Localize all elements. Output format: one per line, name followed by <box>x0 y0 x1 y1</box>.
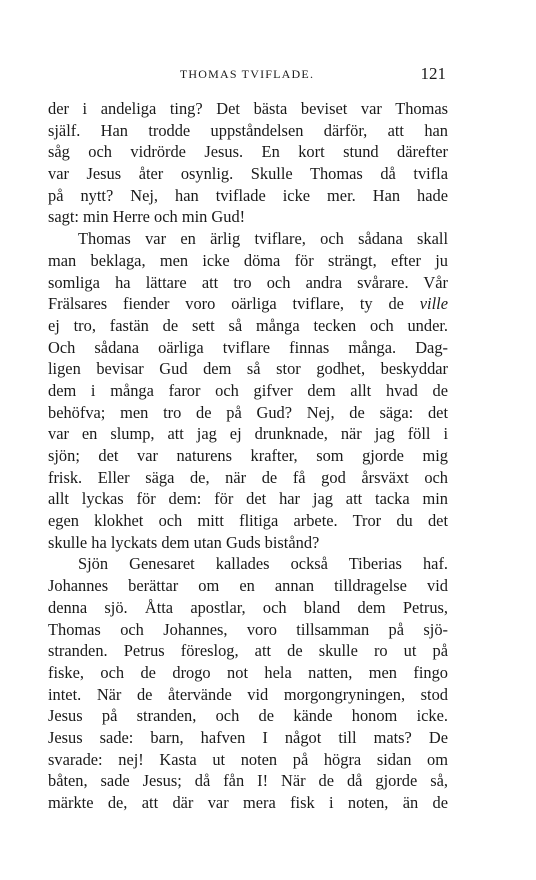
text-line-content: skulle ha lyckats dem utan Guds bistånd? <box>48 532 320 552</box>
text-line <box>48 141 448 163</box>
text-line <box>48 705 448 727</box>
text-line-content: Thomas var en ärlig tviflare, och sådana skall <box>78 229 448 249</box>
text-line <box>48 337 448 359</box>
text-line-content: själf. Han trodde uppståndelsen därför, att han <box>48 120 448 140</box>
text-line <box>48 749 448 771</box>
text-line <box>48 510 448 532</box>
text-line <box>48 380 448 402</box>
text-line <box>48 684 448 706</box>
text-line-content: svarade: nej! Kasta ut noten på högra sidan om <box>48 749 448 769</box>
text-line <box>48 597 448 619</box>
body-text <box>48 98 448 814</box>
page-number: 121 <box>420 64 446 83</box>
text-line-content: der i andeliga ting? Det bästa beviset var Thomas <box>48 99 448 118</box>
text-line-content: Jesus sade: barn, hafven I något till mats? De <box>48 727 448 747</box>
text-line-content: Jesus på stranden, och de kände honom icke. <box>48 706 448 726</box>
text-line-content: på nytt? Nej, han tviflade icke mer. Han hade <box>48 185 448 205</box>
text-line <box>48 250 448 272</box>
text-line-content: Sjön Genesaret kallades också Tiberias haf. <box>78 554 448 574</box>
text-line-content: Johannes berättar om en annan tilldragelse vid <box>48 576 448 596</box>
text-line-content: ej tro, fastän de sett så många tecken och under. <box>48 315 448 335</box>
text-line-content: allt lyckas för dem: för det har jag att tacka min <box>48 489 448 509</box>
text-line-content: var Jesus åter osynlig. Skulle Thomas då tvifla <box>48 164 448 184</box>
text-line-content: Och sådana oärliga tviflare finnas många. Dag- <box>48 337 448 357</box>
text-line-content: var en slump, att jag ej drunknade, när jag föll i <box>48 424 448 444</box>
text-line-content: behöfva; men tro de på Gud? Nej, de säga: det <box>48 402 448 422</box>
text-line <box>48 120 448 142</box>
text-line <box>48 467 448 489</box>
text-line-content: Frälsares fiender voro oärliga tviflare, ty de <box>48 294 404 314</box>
text-line <box>48 553 448 575</box>
text-line <box>48 445 448 467</box>
text-line-content: såg och vidrörde Jesus. En kort stund därefter <box>48 142 448 162</box>
text-line-content: egen klokhet och mitt flitiga arbete. Tror du det <box>48 511 448 531</box>
text-line-content: intet. När de återvände vid morgongryningen, stod <box>48 684 448 704</box>
text-line-content: båten, sade Jesus; då fån I! När de då gjorde så, <box>48 771 448 791</box>
text-line <box>48 532 448 554</box>
text-line <box>48 423 448 445</box>
text-line <box>48 727 448 749</box>
running-head <box>48 64 446 86</box>
text-line-content: denna sjö. Åtta apostlar, och bland dem Petrus, <box>48 597 448 617</box>
text-line-content: Thomas och Johannes, voro tillsamman på sjö- <box>48 619 448 639</box>
text-line <box>48 402 448 424</box>
text-line <box>48 315 448 337</box>
text-line-content: sagt: min Herre och min Gud! <box>48 207 246 227</box>
text-line <box>48 163 448 185</box>
text-line-content: somliga ha lättare att tro och andra svårare. Vår <box>48 272 448 292</box>
text-line-content: dem i många faror och gifver dem allt hvad de <box>48 380 448 400</box>
text-line <box>48 488 448 510</box>
text-line <box>48 98 448 120</box>
emphasized-word: ville <box>419 294 448 314</box>
running-title: THOMAS TVIFLADE. <box>179 67 315 81</box>
text-line <box>48 228 448 250</box>
text-line-content: ligen bevisar Gud dem så stor godhet, beskyddar <box>48 359 448 379</box>
text-line <box>48 770 448 792</box>
text-line <box>48 206 448 228</box>
text-line-content: man beklaga, men icke döma för strängt, efter ju <box>48 250 448 270</box>
text-line <box>48 619 448 641</box>
text-line <box>48 662 448 684</box>
text-line <box>48 640 448 662</box>
text-line <box>48 272 448 294</box>
text-line <box>48 293 448 315</box>
text-line <box>48 185 448 207</box>
text-line <box>48 575 448 597</box>
text-line <box>48 358 448 380</box>
text-line-content: frisk. Eller säga de, när de få god årsväxt och <box>48 467 448 487</box>
text-line-content: stranden. Petrus föreslog, att de skulle ro ut på <box>48 641 448 661</box>
text-line-content: fiske, och de drogo not hela natten, men fingo <box>48 662 448 682</box>
text-line-content: märkte de, att där var mera fisk i noten, än de <box>48 793 448 812</box>
text-line <box>48 792 448 814</box>
text-line-content: sjön; det var naturens krafter, som gjorde mig <box>48 446 448 465</box>
